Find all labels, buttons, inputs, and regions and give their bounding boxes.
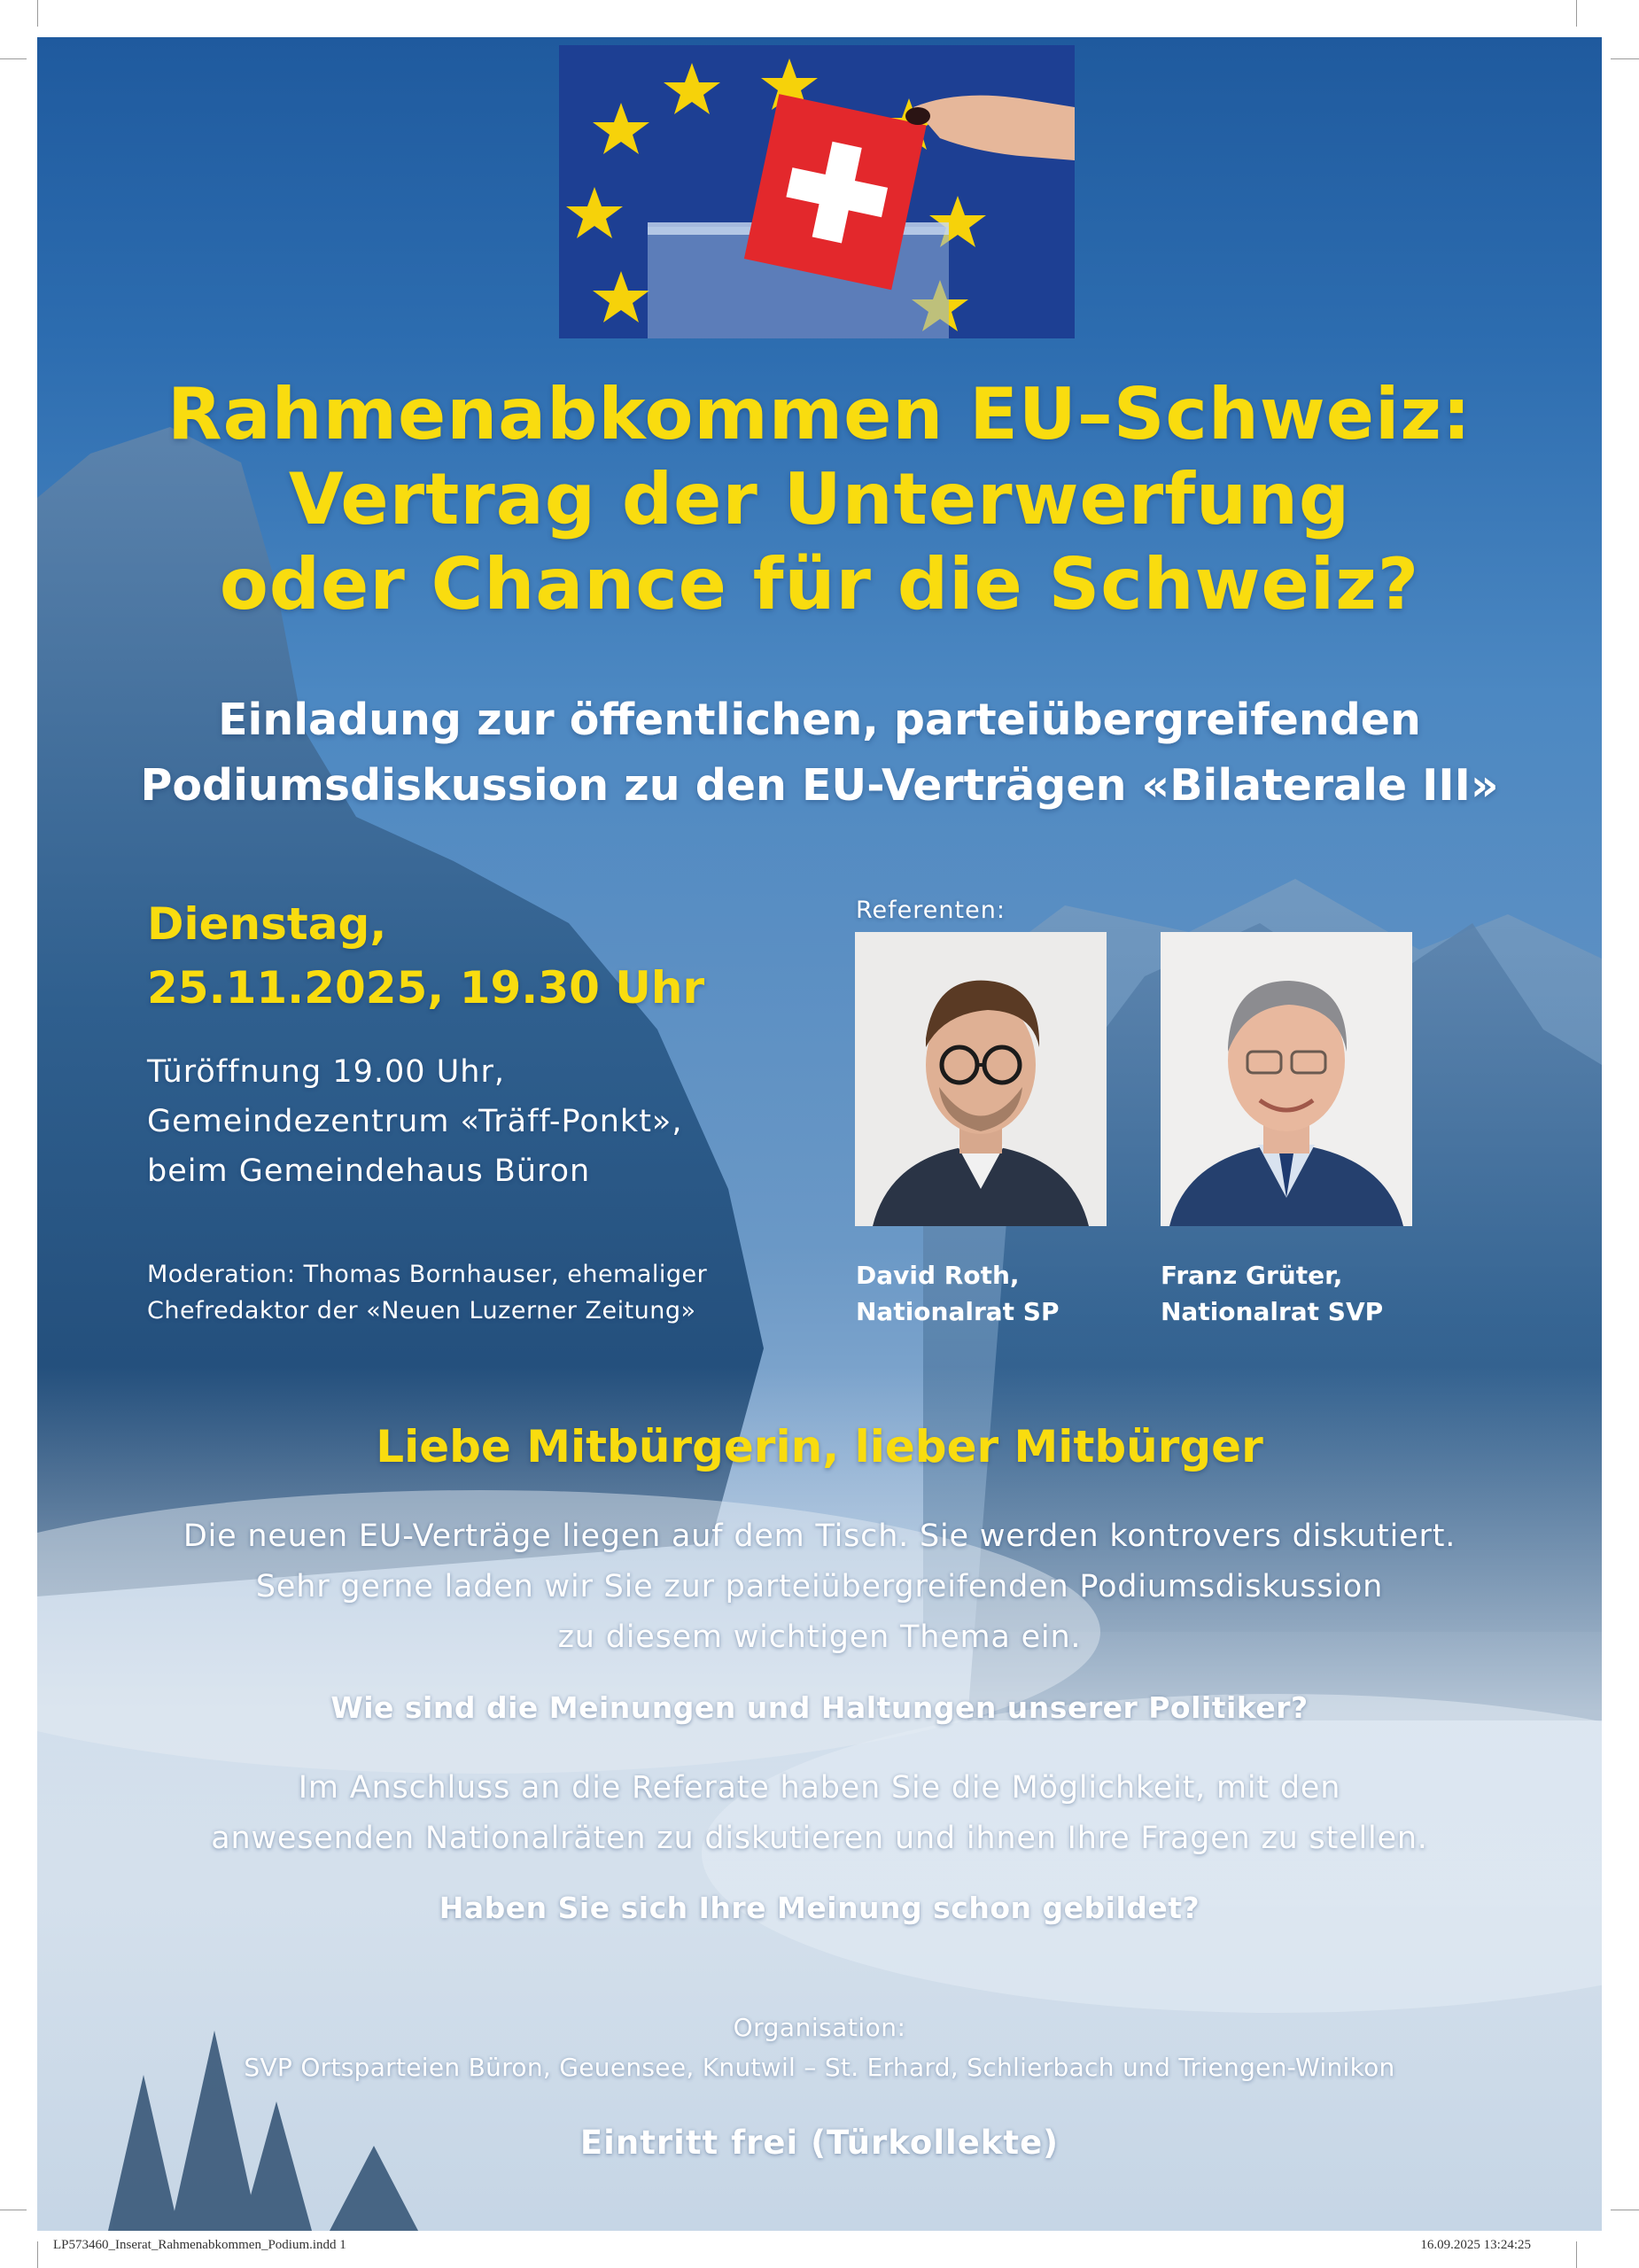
intro-line-2: Sehr gerne laden wir Sie zur parteiübergreifenden Podiumsdiskussion — [255, 1569, 1384, 1604]
venue-line-1: Türöffnung 19.00 Uhr, — [147, 1054, 505, 1090]
moderation-line-1: Moderation: Thomas Bornhauser, ehemaliger — [147, 1261, 708, 1288]
speaker-portrait-david-roth — [855, 932, 1107, 1226]
headline-line-2: Vertrag der Unterwerfung — [288, 458, 1351, 540]
crop-mark-bottom-right — [1576, 2241, 1577, 2268]
print-timestamp: 16.09.2025 13:24:25 — [1420, 2238, 1531, 2252]
speaker-name: David Roth, — [856, 1261, 1020, 1290]
subtitle-line-1: Einladung zur öffentlichen, parteiübergreifenden — [218, 695, 1421, 745]
discussion-paragraph — [37, 1763, 1602, 1864]
moderation-line-2: Chefredaktor der «Neuen Luzerner Zeitung» — [147, 1297, 696, 1324]
headline-line-3: oder Chance für die Schweiz? — [219, 543, 1420, 625]
headline — [37, 372, 1602, 627]
question-opinions: Wie sind die Meinungen und Haltungen unserer Politiker? — [330, 1690, 1309, 1725]
organisation-names: SVP Ortsparteien Büron, Geuensee, Knutwil – St. Erhard, Schlierbach und Triengen-Winikon — [244, 2053, 1395, 2082]
entry-info: Eintritt frei (Türkollekte) — [579, 2124, 1060, 2162]
intro-line-3: zu diesem wichtigen Thema ein. — [557, 1619, 1082, 1655]
invitation-subtitle — [37, 687, 1602, 819]
speakers-label: Referenten: — [856, 897, 1006, 924]
moderation-info — [147, 1256, 838, 1329]
crop-mark-bottom-left — [37, 2241, 38, 2268]
intro-paragraph — [37, 1511, 1602, 1663]
eu-flag-swiss-ballot-image — [559, 45, 1075, 338]
question-formed-opinion: Haben Sie sich Ihre Meinung schon gebildet? — [439, 1891, 1200, 1925]
speaker-role: Nationalrat SP — [856, 1297, 1060, 1326]
print-file-info: LP573460_Inserat_Rahmenabkommen_Podium.indd 1 — [53, 2238, 346, 2252]
event-day: Dienstag, — [147, 898, 387, 950]
speaker-david-roth — [856, 1257, 1139, 1330]
crop-mark-top-left — [37, 0, 38, 27]
speaker-name: Franz Grüter, — [1161, 1261, 1343, 1290]
venue-line-2: Gemeindezentrum «Träff-Ponkt», — [147, 1104, 683, 1139]
event-date — [147, 892, 856, 1020]
event-datetime: 25.11.2025, 19.30 Uhr — [147, 962, 705, 1014]
subtitle-line-2: Podiumsdiskussion zu den EU-Verträgen «Bilaterale III» — [140, 760, 1499, 811]
crop-mark-top-right — [1576, 0, 1577, 27]
speaker-portrait-franz-grueter — [1161, 932, 1412, 1226]
greeting-heading: Liebe Mitbürgerin, lieber Mitbürger — [376, 1421, 1263, 1472]
discussion-line-1: Im Anschluss an die Referate haben Sie die Möglichkeit, mit den — [298, 1770, 1341, 1806]
person-portrait-icon — [855, 932, 1107, 1226]
speaker-role: Nationalrat SVP — [1161, 1297, 1384, 1326]
organisation-label: Organisation: — [733, 2013, 906, 2042]
crop-mark-left-top — [0, 58, 27, 59]
person-portrait-icon — [1161, 932, 1412, 1226]
intro-line-1: Die neuen EU-Verträge liegen auf dem Tisch. Sie werden kontrovers diskutiert. — [183, 1518, 1456, 1554]
headline-line-1: Rahmenabkommen EU–Schweiz: — [167, 373, 1472, 455]
poster — [37, 37, 1602, 2231]
venue-line-3: beim Gemeindehaus Büron — [147, 1153, 591, 1189]
speaker-franz-grueter — [1161, 1257, 1444, 1330]
hero-image — [559, 45, 1075, 338]
event-venue — [147, 1047, 838, 1196]
crop-mark-right-top — [1611, 58, 1639, 59]
discussion-line-2: anwesenden Nationalräten zu diskutieren und ihnen Ihre Fragen zu stellen. — [211, 1821, 1428, 1856]
